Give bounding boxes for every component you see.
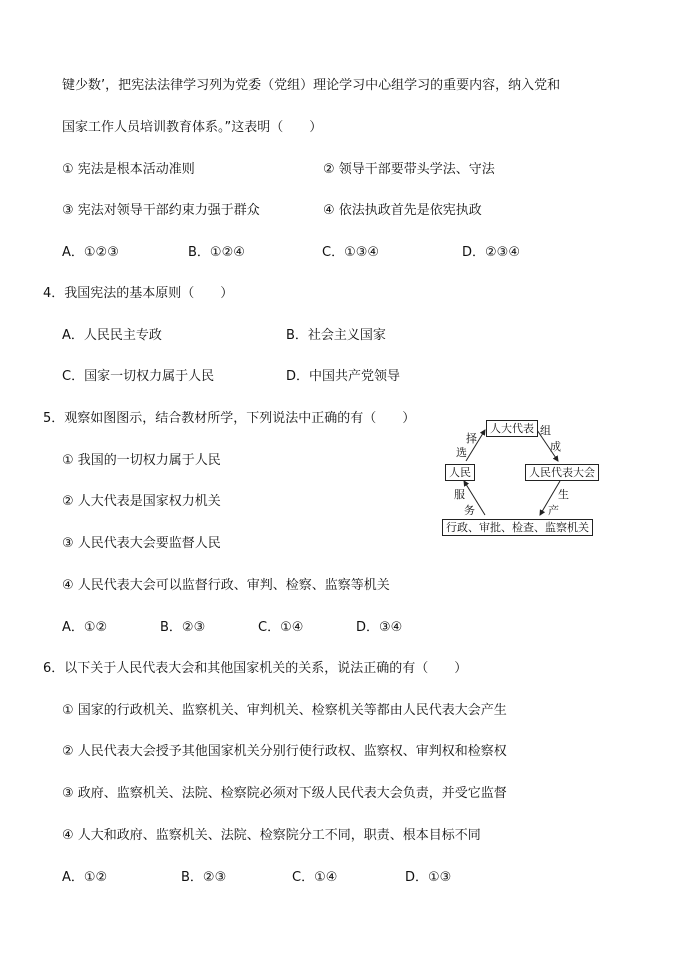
q6-option-c: C．①④ bbox=[292, 870, 338, 885]
q5-option-c: C．①④ bbox=[258, 620, 304, 635]
q4-option-a: A．人民民主专政 bbox=[62, 328, 162, 343]
q5-item-2: ② 人大代表是国家权力机关 bbox=[62, 494, 221, 509]
q3-option-c: C．①③④ bbox=[322, 245, 380, 260]
power-relationship-diagram bbox=[440, 416, 610, 542]
q3-item-3: ③ 宪法对领导干部约束力强于群众 bbox=[62, 203, 260, 218]
label-xuan: 选 bbox=[456, 446, 467, 459]
label-ju: 择 bbox=[466, 432, 477, 445]
box-state-organs: 行政、审批、检查、监察机关 bbox=[442, 519, 593, 536]
label-chan: 产 bbox=[548, 504, 559, 517]
q3-item-4: ④ 依法执政首先是依宪执政 bbox=[323, 203, 482, 218]
q5-option-d: D．③④ bbox=[356, 620, 403, 635]
q3-item-1: ① 宪法是根本活动准则 bbox=[62, 162, 195, 177]
q5-item-4: ④ 人民代表大会可以监督行政、审判、检察、监察等机关 bbox=[62, 578, 390, 593]
q3-option-b: B．①②④ bbox=[188, 245, 245, 260]
q3-stem-line1: 键少数’，把宪法法律学习列为党委（党组）理论学习中心组学习的重要内容，纳入党和 bbox=[62, 78, 561, 93]
q3-stem-line2: 国家工作人员培训教育体系。”这表明（ ） bbox=[62, 120, 323, 135]
q6-item-2: ② 人民代表大会授予其他国家机关分别行使行政权、监察权、审判权和检察权 bbox=[62, 744, 507, 759]
q4-option-d: D．中国共产党领导 bbox=[286, 369, 401, 384]
q5-option-a: A．①② bbox=[62, 620, 108, 635]
box-people: 人民 bbox=[445, 464, 475, 481]
label-zu: 组 bbox=[540, 424, 551, 437]
q3-item-2: ② 领导干部要带头学法、守法 bbox=[323, 162, 495, 177]
q6-item-4: ④ 人大和政府、监察机关、法院、检察院分工不同，职责、根本目标不同 bbox=[62, 828, 481, 843]
q3-option-d: D．②③④ bbox=[462, 245, 520, 260]
q5-item-1: ① 我国的一切权力属于人民 bbox=[62, 453, 221, 468]
q6-item-3: ③ 政府、监察机关、法院、检察院必须对下级人民代表大会负责，并受它监督 bbox=[62, 786, 507, 801]
q5-stem: 5．观察如图图示，结合教材所学，下列说法中正确的有（ ） bbox=[43, 411, 416, 426]
label-wu: 务 bbox=[464, 504, 475, 517]
box-congress: 人民代表大会 bbox=[525, 464, 599, 481]
q5-item-3: ③ 人民代表大会要监督人民 bbox=[62, 536, 221, 551]
q6-stem: 6．以下关于人民代表大会和其他国家机关的关系，说法正确的有（ ） bbox=[43, 661, 468, 676]
q6-option-b: B．②③ bbox=[181, 870, 227, 885]
box-deputies: 人大代表 bbox=[486, 420, 538, 437]
q3-option-a: A．①②③ bbox=[62, 245, 119, 260]
q6-option-a: A．①② bbox=[62, 870, 108, 885]
q5-option-b: B．②③ bbox=[160, 620, 206, 635]
q4-stem: 4．我国宪法的基本原则（ ） bbox=[43, 286, 234, 301]
q6-item-1: ① 国家的行政机关、监察机关、审判机关、检察机关等都由人民代表大会产生 bbox=[62, 703, 507, 718]
q4-option-c: C．国家一切权力属于人民 bbox=[62, 369, 215, 384]
label-cheng: 成 bbox=[550, 440, 561, 453]
label-sheng: 生 bbox=[558, 488, 569, 501]
q4-option-b: B．社会主义国家 bbox=[286, 328, 386, 343]
label-fu: 服 bbox=[454, 488, 465, 501]
q6-option-d: D．①③ bbox=[405, 870, 452, 885]
